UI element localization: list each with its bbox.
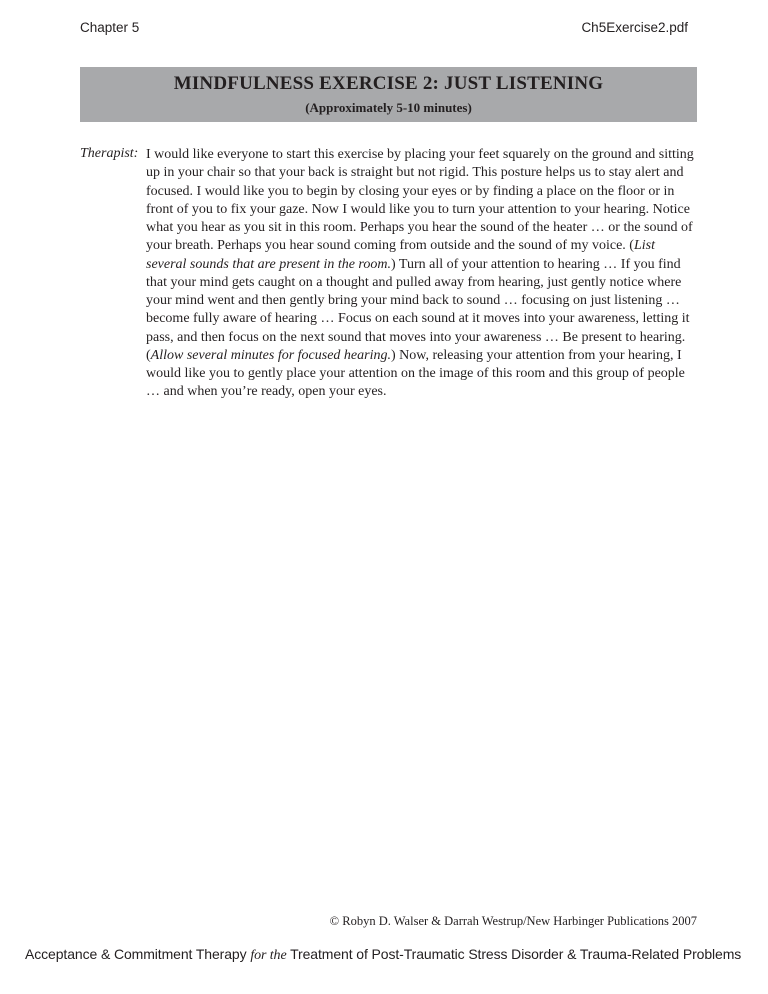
stage-direction: Allow several minutes for focused hearing. <box>150 347 391 363</box>
exercise-duration: (Approximately 5-10 minutes) <box>305 100 472 115</box>
footer-text: Acceptance & Commitment Therapy <box>25 946 251 962</box>
chapter-label: Chapter 5 <box>80 20 140 35</box>
script-text: I would like everyone to start this exercise by placing your feet squarely on the ground and sitting up in your chair so that your back is straight but not rigid. This posture helps us to stay alert and focused. I would like you to begin by closing your eyes or by finding a place on the floor or in front of you to fix your gaze. Now I would like you to turn your attention to your hearing. Notice what you hear as you sit in this room. Perhaps you hear the sound of the heater … or the sound of your breath. Perhaps you hear sound coming from outside and the sound of my voice. ( <box>146 147 694 254</box>
footer-text: Treatment of Post-Traumatic Stress Disorder & Trauma-Related Problems <box>286 946 742 962</box>
footer-text-italic: for the <box>250 948 287 963</box>
script-text: ) Turn all of your attention to hearing … If you find that your mind gets caught on a thought and pulled away from hearing, just gently notice where your mind went and then gently bring your mind back to sound … focusing on just listening … become fully aware of hearing … Focus on each sound at it moves into your awareness, letting it pass, and then focus on the next sound that moves into your awareness … Be present to hearing. ( <box>146 256 690 363</box>
title-box <box>80 67 697 122</box>
therapist-script <box>146 146 696 402</box>
copyright-notice: © Robyn D. Walser & Darrah Westrup/New Harbinger Publications 2007 <box>329 914 697 928</box>
speaker-label: Therapist: <box>80 146 139 161</box>
exercise-title: MINDFULNESS EXERCISE 2: JUST LISTENING <box>173 73 604 94</box>
stage-direction: List several sounds that are present in the room. <box>146 238 655 272</box>
book-title-footer <box>25 946 745 964</box>
file-name: Ch5Exercise2.pdf <box>581 20 688 35</box>
script-text: ) Now, releasing your attention from your hearing, I would like you to gently place your attention on the image of this room and this group of people … and when you’re ready, open your eyes. <box>146 347 685 400</box>
